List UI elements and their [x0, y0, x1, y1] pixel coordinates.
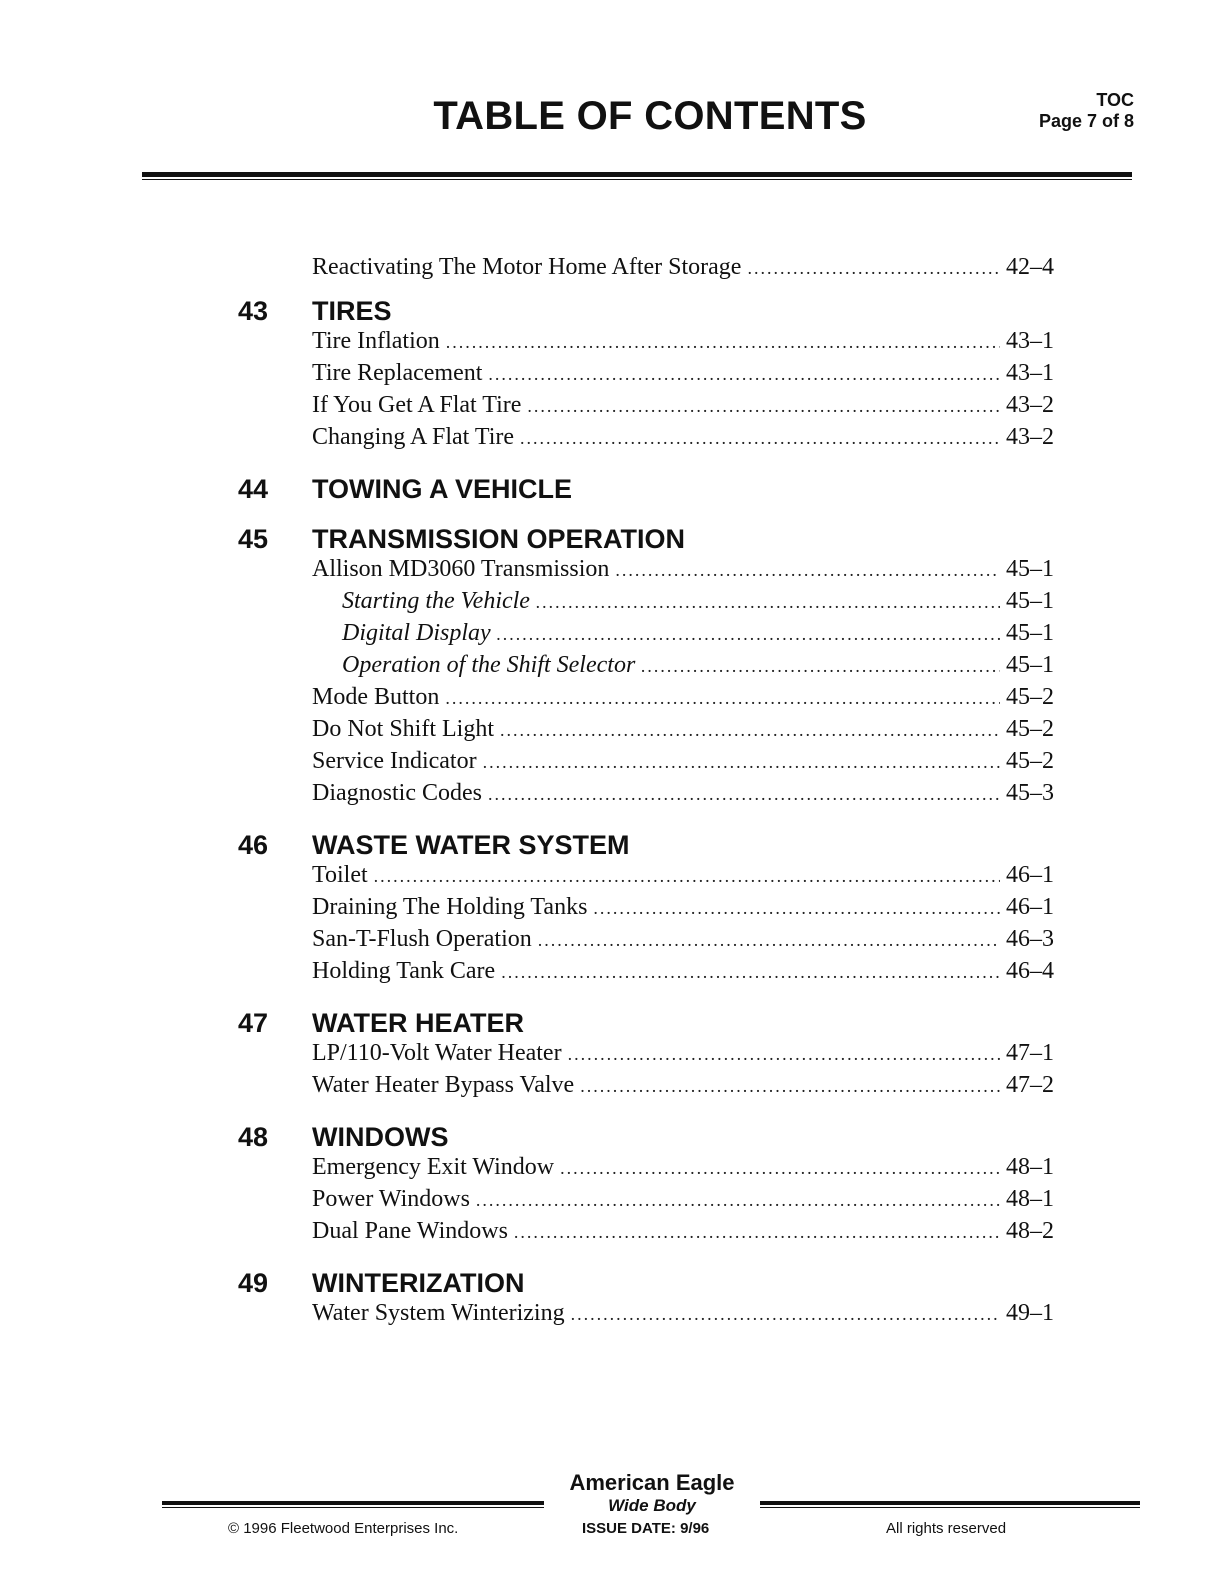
dot-leader [488, 364, 1000, 385]
toc-entry[interactable] [312, 1072, 1054, 1104]
dot-leader [527, 396, 1000, 417]
toc-entry[interactable] [312, 360, 1054, 392]
dot-leader [374, 866, 1000, 887]
toc-entry-page: 45–2 [1006, 684, 1054, 710]
toc-entry-page: 45–1 [1006, 620, 1054, 646]
toc-entry-page: 46–4 [1006, 958, 1054, 984]
toc-entry-page: 46–3 [1006, 926, 1054, 952]
toc-entry[interactable] [312, 780, 1054, 812]
toc-entry-label: Diagnostic Codes [312, 780, 482, 806]
toc-entry[interactable] [312, 556, 1054, 588]
dot-leader [615, 560, 1000, 581]
toc-entry-page: 48–1 [1006, 1154, 1054, 1180]
footer-copyright: © 1996 Fleetwood Enterprises Inc. [228, 1520, 459, 1537]
toc-entry-label: San-T-Flush Operation [312, 926, 532, 952]
dot-leader [538, 930, 1000, 951]
toc-entry-page: 47–2 [1006, 1072, 1054, 1098]
dot-leader [571, 1304, 1000, 1325]
toc-subentry[interactable] [342, 652, 1054, 684]
toc-subentry[interactable] [342, 620, 1054, 652]
toc-entry-label: Do Not Shift Light [312, 716, 495, 742]
toc-entry-page: 45–1 [1006, 652, 1054, 678]
toc-entry[interactable] [312, 254, 1054, 286]
toc-entry-label: Dual Pane Windows [312, 1218, 508, 1244]
section-number: 48 [238, 1122, 269, 1152]
section-number: 45 [238, 524, 269, 554]
section-title: WATER HEATER [312, 1008, 524, 1038]
section-title: WASTE WATER SYSTEM [312, 830, 630, 860]
toc-entry[interactable] [312, 1300, 1054, 1332]
section-code: TOC [1096, 90, 1134, 110]
dot-leader [488, 784, 1000, 805]
dot-leader [593, 898, 1000, 919]
toc-entry-label: Water Heater Bypass Valve [312, 1072, 575, 1098]
toc-entry-page: 45–2 [1006, 748, 1054, 774]
page-reference [1039, 90, 1134, 132]
toc-entry-page: 49–1 [1006, 1300, 1054, 1326]
toc-entry-label: If You Get A Flat Tire [312, 392, 522, 418]
dot-leader [514, 1222, 1000, 1243]
dot-leader [747, 258, 1000, 279]
section-title: WINDOWS [312, 1122, 449, 1152]
toc-entry[interactable] [312, 926, 1054, 958]
dot-leader [580, 1076, 1000, 1097]
section-heading[interactable] [0, 292, 1224, 328]
page-title: TABLE OF CONTENTS [433, 94, 867, 138]
section-title: WINTERIZATION [312, 1268, 525, 1298]
toc-entry[interactable] [312, 958, 1054, 990]
section-title: TRANSMISSION OPERATION [312, 524, 686, 554]
toc-entry-page: 43–2 [1006, 392, 1054, 418]
toc-entry-label: Service Indicator [312, 748, 477, 774]
section-number: 49 [238, 1268, 269, 1298]
dot-leader [483, 752, 1000, 773]
dot-leader [641, 656, 1000, 677]
toc-entry-label: Changing A Flat Tire [312, 424, 515, 450]
section-heading[interactable] [0, 1118, 1224, 1154]
dot-leader [560, 1158, 1000, 1179]
footer-divider-left [162, 1501, 544, 1509]
toc-entry-page: 43–1 [1006, 360, 1054, 386]
toc-subentry[interactable] [342, 588, 1054, 620]
toc-entry-page: 46–1 [1006, 862, 1054, 888]
toc-entry[interactable] [312, 684, 1054, 716]
dot-leader [501, 962, 1000, 983]
toc-list [0, 254, 1224, 1332]
toc-entry-page: 45–1 [1006, 556, 1054, 582]
toc-entry-page: 45–3 [1006, 780, 1054, 806]
section-number: 46 [238, 830, 269, 860]
dot-leader [568, 1044, 1000, 1065]
toc-entry-label: Digital Display [342, 620, 491, 646]
brand-model: Wide Body [608, 1496, 696, 1515]
brand-name: American Eagle [569, 1470, 735, 1495]
toc-entry[interactable] [312, 748, 1054, 780]
toc-entry-page: 43–2 [1006, 424, 1054, 450]
toc-entry[interactable] [312, 1040, 1054, 1072]
footer-issue-date: ISSUE DATE: 9/96 [582, 1520, 710, 1537]
toc-entry[interactable] [312, 392, 1054, 424]
dot-leader [536, 592, 1000, 613]
toc-entry[interactable] [312, 716, 1054, 748]
toc-entry-label: Toilet [312, 862, 368, 888]
section-heading[interactable] [0, 1004, 1224, 1040]
dot-leader [476, 1190, 1000, 1211]
footer-rights: All rights reserved [886, 1520, 1007, 1537]
footer-divider-right [760, 1501, 1140, 1509]
section-number: 44 [238, 474, 269, 504]
dot-leader [520, 428, 1000, 449]
toc-entry[interactable] [312, 424, 1054, 456]
toc-entry-label: Holding Tank Care [312, 958, 496, 984]
section-title: TOWING A VEHICLE [312, 474, 573, 504]
section-heading[interactable] [0, 520, 1224, 556]
toc-entry[interactable] [312, 1186, 1054, 1218]
dot-leader [497, 624, 1000, 645]
section-number: 43 [238, 296, 269, 326]
toc-entry-page: 42–4 [1006, 254, 1054, 280]
toc-entry-label: Water System Winterizing [312, 1300, 565, 1326]
toc-entry-label: Draining The Holding Tanks [312, 894, 588, 920]
toc-entry[interactable] [312, 328, 1054, 360]
toc-entry-label: Reactivating The Motor Home After Storage [312, 254, 742, 280]
section-number: 47 [238, 1008, 269, 1038]
toc-entry-label: Allison MD3060 Transmission [312, 556, 610, 582]
toc-entry-label: Tire Inflation [312, 328, 440, 354]
toc-entry-label: LP/110-Volt Water Heater [312, 1040, 562, 1066]
toc-entry-label: Mode Button [312, 684, 440, 710]
toc-entry-label: Power Windows [312, 1186, 470, 1212]
section-heading[interactable] [0, 826, 1224, 862]
footer-brand [520, 1470, 784, 1516]
toc-entry-label: Operation of the Shift Selector [342, 652, 636, 678]
toc-entry-page: 48–2 [1006, 1218, 1054, 1244]
toc-entry-page: 45–1 [1006, 588, 1054, 614]
dot-leader [446, 332, 1000, 353]
toc-entry[interactable] [312, 894, 1054, 926]
toc-entry-label: Starting the Vehicle [342, 588, 530, 614]
toc-entry-label: Emergency Exit Window [312, 1154, 555, 1180]
toc-entry-page: 46–1 [1006, 894, 1054, 920]
toc-entry-label: Tire Replacement [312, 360, 483, 386]
page-indicator: Page 7 of 8 [1038, 111, 1134, 131]
header-divider [142, 172, 1132, 181]
section-title: TIRES [312, 296, 392, 326]
dot-leader [500, 720, 1000, 741]
toc-entry-page: 47–1 [1006, 1040, 1054, 1066]
toc-entry-page: 45–2 [1006, 716, 1054, 742]
section-heading[interactable] [0, 1264, 1224, 1300]
toc-entry-page: 43–1 [1006, 328, 1054, 354]
toc-entry[interactable] [312, 862, 1054, 894]
toc-entry-page: 48–1 [1006, 1186, 1054, 1212]
section-heading[interactable] [0, 470, 1224, 506]
toc-entry[interactable] [312, 1154, 1054, 1186]
dot-leader [445, 688, 1000, 709]
toc-entry[interactable] [312, 1218, 1054, 1250]
